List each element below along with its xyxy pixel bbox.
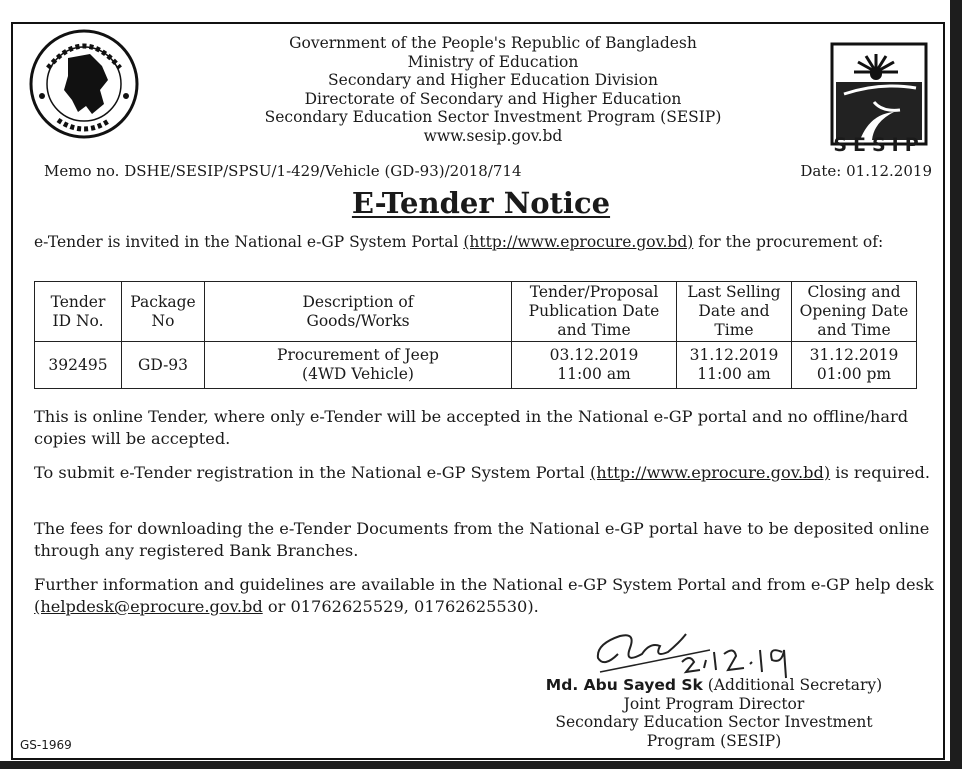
cell-publication: 03.12.2019 11:00 am — [512, 342, 677, 389]
intro-text: e-Tender is invited in the National e-GP System Portal — [34, 233, 464, 251]
signatory-name: Md. Abu Sayed Sk — [545, 676, 703, 694]
sesip-logo-text: SESIP — [833, 134, 925, 156]
cell-last-selling: 31.12.2019 11:00 am — [677, 342, 792, 389]
footer-code: GS-1969 — [20, 738, 72, 752]
intro-paragraph — [34, 232, 934, 253]
signatory-name-line — [500, 676, 928, 695]
signatory-title: Joint Program Director — [623, 694, 805, 713]
signature-icon — [590, 624, 800, 680]
table-row — [35, 342, 917, 389]
scan-edge-right — [950, 0, 962, 769]
cell-closing: 31.12.2019 01:00 pm — [792, 342, 917, 389]
tender-table — [34, 281, 917, 389]
government-seal-icon — [28, 28, 140, 140]
intro-text-end: for the procurement of: — [693, 233, 884, 251]
fees-paragraph: The fees for downloading the e-Tender Documents from the National e-GP portal have to be deposited online through any registered Bank Branches. — [34, 519, 930, 560]
helpdesk-email-link[interactable]: (helpdesk@eprocure.gov.bd — [34, 597, 263, 616]
online-tender-paragraph: This is online Tender, where only e-Tender will be accepted in the National e-GP portal and no offline/hard copies will be accepted. — [34, 407, 909, 448]
signatory-org-2: Program (SESIP) — [646, 731, 782, 750]
top-margin — [0, 0, 962, 21]
cell-tender-id: 392495 — [35, 342, 122, 389]
header-publication: Tender/Proposal Publication Date and Time — [512, 282, 677, 342]
letterhead-program: Secondary Education Sector Investment Program (SESIP) — [264, 108, 722, 126]
header-last-selling: Last Selling Date and Time — [677, 282, 792, 342]
header-package: Package No — [122, 282, 205, 342]
helpdesk-paragraph: Further information and guidelines are available in the National e-GP System Portal and from e-GP help desk (helpdesk@eprocure.gov.bd or 01762625529, 01762625530). — [34, 575, 934, 616]
memo-number: Memo no. DSHE/SESIP/SPSU/1-429/Vehicle (GD-93)/2018/714 — [44, 162, 522, 180]
letterhead — [200, 34, 786, 145]
letterhead-division: Secondary and Higher Education Division — [328, 71, 658, 89]
header-closing: Closing and Opening Date and Time — [792, 282, 917, 342]
tender-table-header — [35, 282, 917, 342]
eprocure-link[interactable]: (http://www.eprocure.gov.bd) — [463, 233, 694, 251]
header-description: Description of Goods/Works — [205, 282, 512, 342]
notice-date: Date: 01.12.2019 — [800, 162, 932, 180]
scan-edge-bottom — [0, 761, 962, 769]
signatory-role: (Additional Secretary) — [702, 676, 883, 694]
signatory-block — [500, 676, 928, 750]
signatory-org-1: Secondary Education Sector Investment — [555, 713, 873, 731]
eprocure-link-2[interactable]: (http://www.eprocure.gov.bd) — [589, 463, 831, 482]
letterhead-directorate: Directorate of Secondary and Higher Education — [304, 89, 682, 108]
header-tender-id: Tender ID No. — [35, 282, 122, 342]
cell-package: GD-93 — [122, 342, 205, 389]
letterhead-ministry: Ministry of Education — [407, 52, 579, 71]
letterhead-website: www.sesip.gov.bd — [423, 126, 563, 145]
registration-paragraph: To submit e-Tender registration in the National e-GP System Portal (http://www.eprocure.gov.bd) is required. — [34, 463, 931, 482]
letterhead-government: Government of the People's Republic of Bangladesh — [289, 34, 697, 52]
cell-description: Procurement of Jeep (4WD Vehicle) — [205, 342, 512, 389]
page-title: E-Tender Notice — [351, 186, 611, 220]
